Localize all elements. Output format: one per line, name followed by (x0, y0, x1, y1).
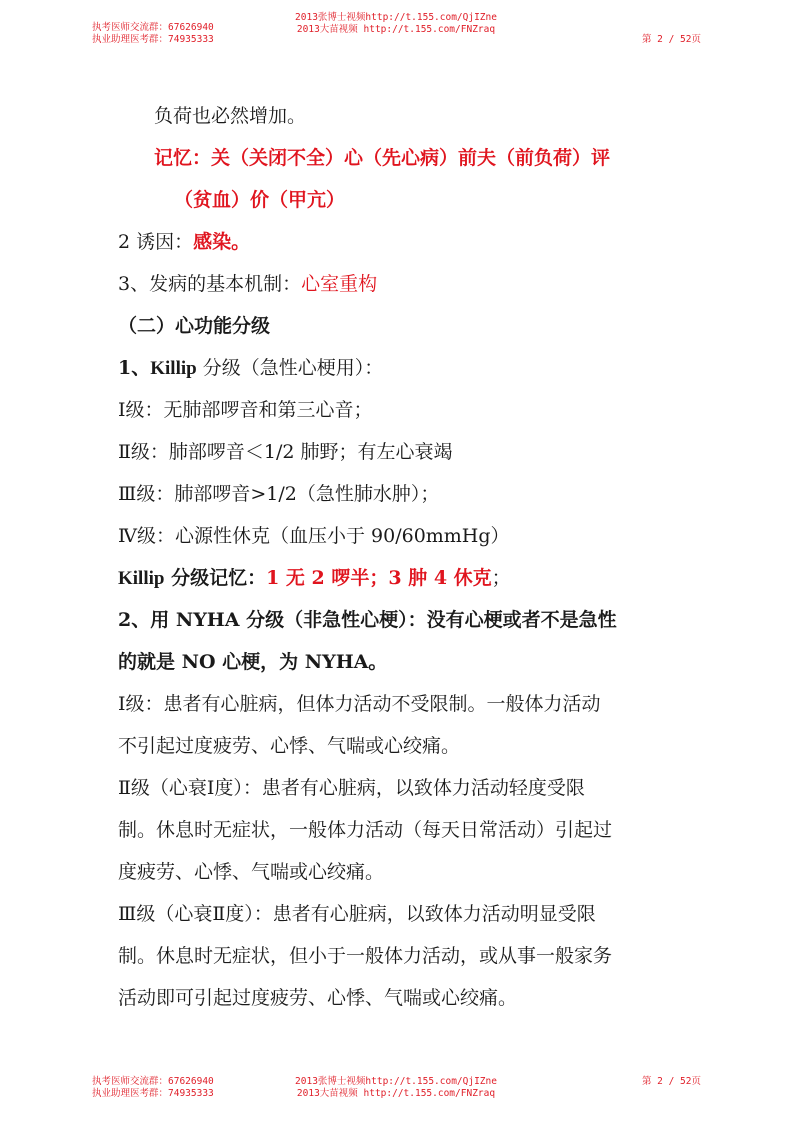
nyha-heading-line-1: 2、用 NYHA 分级（非急性心梗）：没有心梗或者不是急性 (118, 609, 617, 631)
killip-grade-1: Ⅰ级：无肺部啰音和第三心音； (118, 399, 373, 421)
trigger-value: 感染。 (193, 231, 251, 253)
killip-memory-word: Killip (118, 568, 165, 589)
killip-memory-label: 分级记忆： (164, 567, 267, 589)
killip-memory-value: 1 无 2 啰半；3 肿 4 休克 (266, 567, 492, 589)
header-link-2[interactable]: 2013大苗视频 http://t.155.com/FNZraq (296, 23, 496, 35)
nyha-grade-3-line-2: 制。休息时无症状，但小于一般体力活动，或从事一般家务 (118, 945, 613, 967)
trigger-line (118, 230, 250, 254)
memory-tip-line-1: 记忆：关（关闭不全）心（先心病）前夫（前负荷）评 (154, 147, 611, 169)
nyha-heading-line-2: 的就是 NO 心梗，为 NYHA。 (118, 651, 388, 673)
section-heading: （二）心功能分级 (118, 315, 271, 337)
killip-rest: 分级（急性心梗用）： (196, 357, 384, 379)
header-page-number: 第 2 / 52页 (641, 34, 701, 45)
nyha-grade-1-line-2: 不引起过度疲劳、心悸、气喘或心绞痛。 (118, 735, 461, 757)
nyha-grade-1-line-1: Ⅰ级：患者有心脏病，但体力活动不受限制。一般体力活动 (118, 693, 601, 715)
nyha-grade-2-line-3: 度疲劳、心悸、气喘或心绞痛。 (118, 861, 385, 883)
footer-video-links[interactable] (286, 1076, 506, 1099)
nyha-grade-2-line-2: 制。休息时无症状，一般体力活动（每天日常活动）引起过 (118, 819, 613, 841)
mechanism-line (118, 272, 377, 296)
killip-grade-2: Ⅱ级：肺部啰音＜1/2 肺野；有左心衰竭 (118, 441, 453, 463)
header-group-2: 执业助理医考群：74935333 (92, 33, 214, 45)
footer-page-number: 第 2 / 52页 (641, 1076, 701, 1087)
nyha-grade-3-line-1: Ⅲ级（心衰Ⅱ度）：患者有心脏病，以致体力活动明显受限 (118, 903, 596, 925)
killip-heading (118, 356, 383, 381)
header-video-links[interactable] (286, 12, 506, 35)
memory-tip-line-2: （贫血）价（甲亢） (174, 189, 346, 211)
killip-grade-4: Ⅳ级：心源性休克（血压小于 90/60mmHg） (118, 525, 510, 547)
footer-group-1: 执考医师交流群：67626940 (92, 1076, 214, 1087)
footer-group-2: 执业助理医考群：74935333 (92, 1087, 214, 1099)
mechanism-label: 3、发病的基本机制： (118, 273, 302, 295)
header-group-info (92, 22, 214, 45)
nyha-grade-3-line-3: 活动即可引起过度疲劳、心悸、气喘或心绞痛。 (118, 987, 518, 1009)
nyha-grade-2-line-1: Ⅱ级（心衰Ⅰ度）：患者有心脏病，以致体力活动轻度受限 (118, 777, 585, 799)
killip-word: Killip (150, 358, 197, 379)
killip-grade-3: Ⅲ级：肺部啰音>1/2（急性肺水肿）； (118, 483, 440, 505)
killip-memory-end: ； (491, 567, 511, 589)
trigger-label: 2 诱因： (118, 231, 194, 253)
mechanism-value: 心室重构 (301, 273, 378, 295)
header-group-1: 执考医师交流群：67626940 (92, 22, 214, 33)
killip-number: 1、 (118, 357, 151, 379)
paragraph-line: 负荷也必然增加。 (154, 105, 307, 127)
footer-link-2[interactable]: 2013大苗视频 http://t.155.com/FNZraq (296, 1087, 496, 1099)
footer-group-info (92, 1076, 214, 1099)
header-link-1[interactable]: 2013张博士视频http://t.155.com/QjIZne (295, 12, 497, 23)
footer-link-1[interactable]: 2013张博士视频http://t.155.com/QjIZne (295, 1076, 497, 1087)
killip-memory (118, 566, 511, 591)
